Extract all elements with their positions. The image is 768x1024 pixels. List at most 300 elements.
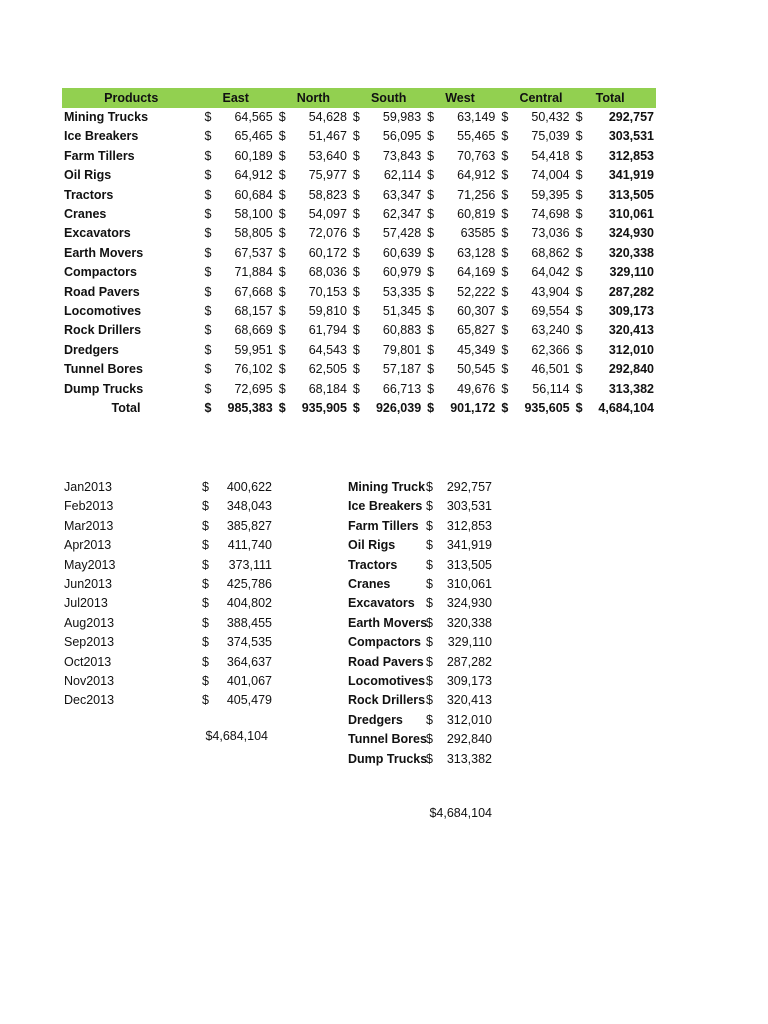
- region-value: 70,153: [308, 284, 347, 299]
- product-name: Dump Trucks: [348, 751, 428, 766]
- currency-symbol: $: [427, 187, 435, 202]
- currency-symbol: $: [278, 245, 286, 260]
- product-name: Cranes: [348, 577, 391, 592]
- region-value: 69,554: [531, 304, 570, 319]
- header-west: West: [441, 88, 497, 108]
- row-total-value: 292,840: [608, 362, 654, 377]
- region-value: 63,240: [531, 323, 570, 338]
- table-header-row: [62, 88, 656, 108]
- region-value: 74,698: [531, 207, 570, 222]
- region-value: 59,951: [234, 342, 273, 357]
- table-row: [62, 283, 656, 302]
- currency-symbol: $: [501, 226, 509, 241]
- currency-symbol: $: [204, 187, 212, 202]
- month-row: [62, 691, 272, 710]
- region-value: 51,467: [308, 129, 347, 144]
- currency-symbol: $: [426, 635, 433, 650]
- currency-symbol: $: [501, 342, 509, 357]
- month-value-cell: [132, 653, 272, 672]
- region-value: 59,395: [531, 187, 570, 202]
- product-value: 287,282: [446, 654, 492, 669]
- product-summary-row: [346, 517, 492, 536]
- currency-symbol: $: [204, 323, 212, 338]
- header-spacer: [423, 88, 441, 108]
- product-name: Dredgers: [348, 712, 403, 727]
- month-label: Sep2013: [64, 635, 115, 650]
- region-value: 67,668: [234, 284, 273, 299]
- currency-symbol: $: [352, 342, 360, 357]
- currency-symbol: $: [352, 187, 360, 202]
- currency-symbol: $: [426, 538, 433, 553]
- product-name: Excavators: [64, 226, 131, 241]
- currency-symbol: $: [204, 265, 212, 280]
- currency-symbol: $: [202, 635, 209, 650]
- region-value: 45,349: [457, 342, 496, 357]
- region-value: 68,862: [531, 245, 570, 260]
- column-total-value: 985,383: [227, 401, 273, 416]
- product-summary-row: [346, 730, 492, 749]
- currency-symbol: $: [426, 712, 433, 727]
- month-row: [62, 478, 272, 497]
- row-total-value: 320,338: [608, 245, 654, 260]
- currency-symbol: $: [426, 615, 433, 630]
- currency-symbol: $: [575, 187, 583, 202]
- row-total-value: 292,757: [608, 110, 654, 124]
- currency-symbol: $: [427, 226, 435, 241]
- currency-symbol: $: [352, 401, 360, 416]
- region-value: 72,695: [234, 381, 273, 396]
- currency-symbol: $: [278, 304, 286, 319]
- currency-symbol: $: [204, 129, 212, 144]
- currency-symbol: $: [575, 381, 583, 396]
- product-name: Rock Drillers: [348, 693, 426, 708]
- currency-symbol: $: [278, 148, 286, 163]
- header-spacer: [497, 88, 515, 108]
- currency-symbol: $: [202, 596, 209, 611]
- currency-symbol: $: [202, 480, 209, 494]
- month-label: Nov2013: [64, 674, 115, 689]
- currency-symbol: $: [501, 110, 509, 124]
- currency-symbol: $: [278, 129, 286, 144]
- product-summary-row: [346, 653, 492, 672]
- region-value: 62,114: [383, 168, 422, 183]
- region-value: 64,042: [531, 265, 570, 280]
- region-value: 54,628: [308, 110, 347, 124]
- month-value-cell: [132, 556, 272, 575]
- month-label: May2013: [64, 557, 116, 572]
- column-total-value: 935,905: [301, 401, 347, 416]
- month-value-cell: [132, 633, 272, 652]
- header-central: Central: [515, 88, 571, 108]
- region-value: 68,036: [308, 265, 347, 280]
- currency-symbol: $: [204, 226, 212, 241]
- total-label: Total: [111, 401, 141, 416]
- month-value: 401,067: [226, 674, 272, 689]
- currency-symbol: $: [427, 323, 435, 338]
- currency-symbol: $: [204, 168, 212, 183]
- product-name: Compactors: [348, 635, 421, 650]
- currency-symbol: $: [204, 401, 212, 416]
- region-value: 55,465: [457, 129, 496, 144]
- product-summary-row: [346, 556, 492, 575]
- currency-symbol: $: [501, 381, 509, 396]
- currency-symbol: $: [426, 596, 433, 611]
- currency-symbol: $: [202, 557, 209, 572]
- currency-symbol: $: [575, 401, 583, 416]
- product-name: Ice Breakers: [348, 499, 423, 514]
- month-value: 374,535: [226, 635, 272, 650]
- table-row: [62, 224, 656, 243]
- currency-symbol: $: [501, 207, 509, 222]
- month-value: 385,827: [226, 518, 272, 533]
- row-total-value: 329,110: [609, 265, 654, 280]
- region-value: 60,639: [382, 245, 422, 260]
- product-grand-total: $4,684,104: [429, 806, 492, 820]
- product-summary-row: [346, 536, 492, 555]
- region-value: 79,801: [382, 342, 422, 357]
- month-label: Aug2013: [64, 615, 115, 630]
- table-row: [62, 147, 656, 166]
- currency-symbol: $: [427, 207, 435, 222]
- region-value: 68,157: [234, 304, 273, 319]
- currency-symbol: $: [278, 265, 286, 280]
- product-name: Earth Movers: [348, 615, 428, 630]
- currency-symbol: $: [352, 284, 360, 299]
- product-summary-row: [346, 594, 492, 613]
- region-value: 66,713: [382, 381, 422, 396]
- region-value: 75,039: [531, 129, 570, 144]
- region-value: 62,347: [382, 207, 422, 222]
- region-value: 60,883: [382, 323, 422, 338]
- row-total-value: 341,919: [608, 168, 654, 183]
- currency-symbol: $: [501, 362, 509, 377]
- currency-symbol: $: [427, 110, 435, 124]
- currency-symbol: $: [278, 187, 286, 202]
- currency-symbol: $: [427, 129, 435, 144]
- product-name: Cranes: [64, 207, 107, 222]
- product-name: Mining Truck: [348, 480, 426, 494]
- column-total-value: 4,684,104: [598, 401, 654, 416]
- currency-symbol: $: [426, 654, 433, 669]
- currency-symbol: $: [575, 129, 583, 144]
- product-name: Ice Breakers: [64, 129, 139, 144]
- region-value: 75,977: [308, 168, 347, 183]
- row-total-value: 313,505: [608, 187, 654, 202]
- month-value-cell: [132, 691, 272, 710]
- currency-symbol: $: [202, 499, 209, 514]
- region-value: 63585: [460, 226, 496, 241]
- currency-symbol: $: [501, 401, 509, 416]
- product-name: Locomotives: [64, 304, 142, 319]
- currency-symbol: $: [575, 304, 583, 319]
- month-value: 425,786: [226, 577, 272, 592]
- month-label: Jan2013: [64, 480, 112, 494]
- currency-symbol: $: [352, 381, 360, 396]
- product-name: Rock Drillers: [64, 323, 142, 338]
- region-value: 60,684: [234, 187, 273, 202]
- row-total-value: 312,010: [608, 342, 654, 357]
- month-value-cell: [132, 497, 272, 516]
- month-value: 348,043: [226, 499, 272, 514]
- currency-symbol: $: [575, 226, 583, 241]
- currency-symbol: $: [202, 654, 209, 669]
- region-value: 49,676: [457, 381, 496, 396]
- product-value: 341,919: [446, 538, 492, 553]
- currency-symbol: $: [426, 557, 433, 572]
- region-value: 50,545: [457, 362, 496, 377]
- month-value-cell: [132, 478, 272, 497]
- product-summary-row: [346, 750, 492, 769]
- product-name: Road Pavers: [348, 654, 424, 669]
- currency-symbol: $: [352, 265, 360, 280]
- currency-symbol: $: [278, 284, 286, 299]
- product-summary-list: [346, 478, 492, 769]
- product-name: Tunnel Bores: [348, 732, 427, 747]
- region-value: 50,432: [531, 110, 570, 124]
- currency-symbol: $: [501, 129, 509, 144]
- header-east: East: [219, 88, 275, 108]
- product-name: Tractors: [348, 557, 398, 572]
- region-value: 58,100: [234, 207, 273, 222]
- currency-symbol: $: [202, 674, 209, 689]
- row-total-value: 310,061: [608, 207, 654, 222]
- currency-symbol: $: [427, 304, 435, 319]
- month-value: 411,740: [227, 538, 272, 553]
- month-label: Oct2013: [64, 654, 112, 669]
- currency-symbol: $: [575, 207, 583, 222]
- currency-symbol: $: [426, 577, 433, 592]
- regional-sales-table: [62, 88, 656, 419]
- currency-symbol: $: [427, 381, 435, 396]
- region-value: 68,669: [234, 323, 273, 338]
- month-value-cell: [132, 536, 272, 555]
- region-value: 64,912: [234, 168, 273, 183]
- currency-symbol: $: [427, 245, 435, 260]
- currency-symbol: $: [278, 110, 286, 124]
- currency-symbol: $: [427, 401, 435, 416]
- currency-symbol: $: [501, 284, 509, 299]
- region-value: 68,184: [308, 381, 347, 396]
- month-row: [62, 594, 272, 613]
- month-value-cell: [132, 517, 272, 536]
- region-value: 53,335: [382, 284, 422, 299]
- column-total-value: 901,172: [450, 401, 496, 416]
- product-summary-row: [346, 691, 492, 710]
- month-row: [62, 672, 272, 691]
- region-value: 60,172: [308, 245, 347, 260]
- region-value: 65,827: [457, 323, 496, 338]
- currency-symbol: $: [278, 207, 286, 222]
- currency-symbol: $: [426, 674, 433, 689]
- table-row: [62, 302, 656, 321]
- currency-symbol: $: [501, 187, 509, 202]
- currency-symbol: $: [278, 342, 286, 357]
- row-total-value: 313,382: [608, 381, 654, 396]
- product-value: 312,853: [446, 518, 492, 533]
- product-name: Road Pavers: [64, 284, 140, 299]
- currency-symbol: $: [575, 245, 583, 260]
- region-value: 58,823: [308, 187, 347, 202]
- currency-symbol: $: [352, 323, 360, 338]
- currency-symbol: $: [352, 245, 360, 260]
- region-value: 74,004: [531, 168, 570, 183]
- currency-symbol: $: [204, 284, 212, 299]
- currency-symbol: $: [202, 693, 209, 708]
- currency-symbol: $: [575, 168, 583, 183]
- product-summary-row: [346, 614, 492, 633]
- product-value: 312,010: [446, 712, 492, 727]
- currency-symbol: $: [204, 207, 212, 222]
- month-value-cell: [132, 594, 272, 613]
- product-name: Excavators: [348, 596, 415, 611]
- header-spacer: [572, 88, 590, 108]
- product-value: 324,930: [446, 596, 492, 611]
- month-value: 400,622: [226, 480, 272, 494]
- row-total-value: 312,853: [608, 148, 654, 163]
- product-value: 329,110: [447, 635, 492, 650]
- product-summary-row: [346, 497, 492, 516]
- currency-symbol: $: [278, 381, 286, 396]
- product-value: 313,382: [446, 751, 492, 766]
- region-value: 54,418: [531, 148, 570, 163]
- currency-symbol: $: [427, 148, 435, 163]
- region-value: 53,640: [308, 148, 347, 163]
- currency-symbol: $: [575, 362, 583, 377]
- product-value: 309,173: [446, 674, 492, 689]
- product-summary-row: [346, 633, 492, 652]
- region-value: 64,169: [457, 265, 496, 280]
- currency-symbol: $: [352, 110, 360, 124]
- month-label: Mar2013: [64, 518, 114, 533]
- currency-symbol: $: [352, 168, 360, 183]
- product-value: 310,061: [446, 577, 492, 592]
- product-name: Compactors: [64, 265, 137, 280]
- currency-symbol: $: [427, 362, 435, 377]
- currency-symbol: $: [352, 207, 360, 222]
- currency-symbol: $: [278, 168, 286, 183]
- row-total-value: 324,930: [608, 226, 654, 241]
- month-row: [62, 633, 272, 652]
- table-row: [62, 321, 656, 340]
- column-total-value: 926,039: [375, 401, 422, 416]
- region-value: 65,465: [234, 129, 273, 144]
- product-value: 320,338: [446, 615, 492, 630]
- currency-symbol: $: [278, 323, 286, 338]
- currency-symbol: $: [575, 148, 583, 163]
- month-row: [62, 517, 272, 536]
- currency-symbol: $: [501, 168, 509, 183]
- currency-symbol: $: [202, 615, 209, 630]
- month-row: [62, 614, 272, 633]
- currency-symbol: $: [501, 323, 509, 338]
- currency-symbol: $: [352, 304, 360, 319]
- column-total-value: 935,605: [524, 401, 570, 416]
- currency-symbol: $: [501, 148, 509, 163]
- region-value: 51,345: [382, 304, 422, 319]
- region-value: 59,810: [308, 304, 347, 319]
- product-summary-row: [346, 575, 492, 594]
- header-products: Products: [62, 88, 200, 108]
- region-value: 59,983: [382, 110, 422, 124]
- product-name: Dredgers: [64, 342, 119, 357]
- table-row: [62, 186, 656, 205]
- month-value: 364,637: [226, 654, 272, 669]
- region-value: 62,505: [308, 362, 347, 377]
- region-value: 60,189: [234, 148, 273, 163]
- product-name: Dump Trucks: [64, 381, 144, 396]
- currency-symbol: $: [352, 362, 360, 377]
- month-row: [62, 653, 272, 672]
- currency-symbol: $: [204, 110, 212, 124]
- table-row: [62, 380, 656, 399]
- currency-symbol: $: [204, 245, 212, 260]
- product-name: Earth Movers: [64, 245, 144, 260]
- row-total-value: 287,282: [608, 284, 654, 299]
- row-total-value: 303,531: [608, 129, 654, 144]
- region-value: 64,565: [234, 110, 273, 124]
- currency-symbol: $: [575, 110, 583, 124]
- currency-symbol: $: [202, 538, 209, 553]
- region-value: 57,187: [382, 362, 422, 377]
- product-summary-row: [346, 672, 492, 691]
- currency-symbol: $: [427, 168, 435, 183]
- currency-symbol: $: [278, 362, 286, 377]
- table-row: [62, 205, 656, 224]
- region-value: 71,884: [234, 265, 273, 280]
- currency-symbol: $: [426, 480, 433, 494]
- region-value: 63,128: [457, 245, 496, 260]
- currency-symbol: $: [352, 129, 360, 144]
- month-label: Jun2013: [64, 577, 112, 592]
- month-label: Jul2013: [64, 596, 108, 611]
- currency-symbol: $: [204, 362, 212, 377]
- month-value-cell: [132, 672, 272, 691]
- month-value: 388,455: [226, 615, 272, 630]
- product-value: 320,413: [446, 693, 492, 708]
- product-name: Farm Tillers: [64, 148, 135, 163]
- header-spacer: [200, 88, 218, 108]
- region-value: 63,347: [382, 187, 422, 202]
- currency-symbol: $: [427, 284, 435, 299]
- table-row: [62, 166, 656, 185]
- month-value: 404,802: [226, 596, 272, 611]
- region-value: 73,843: [382, 148, 422, 163]
- region-value: 52,222: [457, 284, 496, 299]
- currency-symbol: $: [501, 265, 509, 280]
- currency-symbol: $: [501, 304, 509, 319]
- region-value: 76,102: [234, 362, 273, 377]
- product-name: Oil Rigs: [348, 538, 396, 553]
- month-row: [62, 497, 272, 516]
- currency-symbol: $: [426, 499, 433, 514]
- table-row: [62, 360, 656, 379]
- product-name: Tractors: [64, 187, 114, 202]
- region-value: 67,537: [234, 245, 273, 260]
- table-row: [62, 127, 656, 146]
- region-value: 61,794: [308, 323, 347, 338]
- table-row: [62, 341, 656, 360]
- currency-symbol: $: [426, 732, 433, 747]
- currency-symbol: $: [427, 342, 435, 357]
- region-value: 56,114: [532, 381, 570, 396]
- month-row: [62, 556, 272, 575]
- product-value: 313,505: [446, 557, 492, 572]
- currency-symbol: $: [202, 577, 209, 592]
- currency-symbol: $: [204, 342, 212, 357]
- currency-symbol: $: [278, 226, 286, 241]
- region-value: 73,036: [531, 226, 570, 241]
- currency-symbol: $: [202, 518, 209, 533]
